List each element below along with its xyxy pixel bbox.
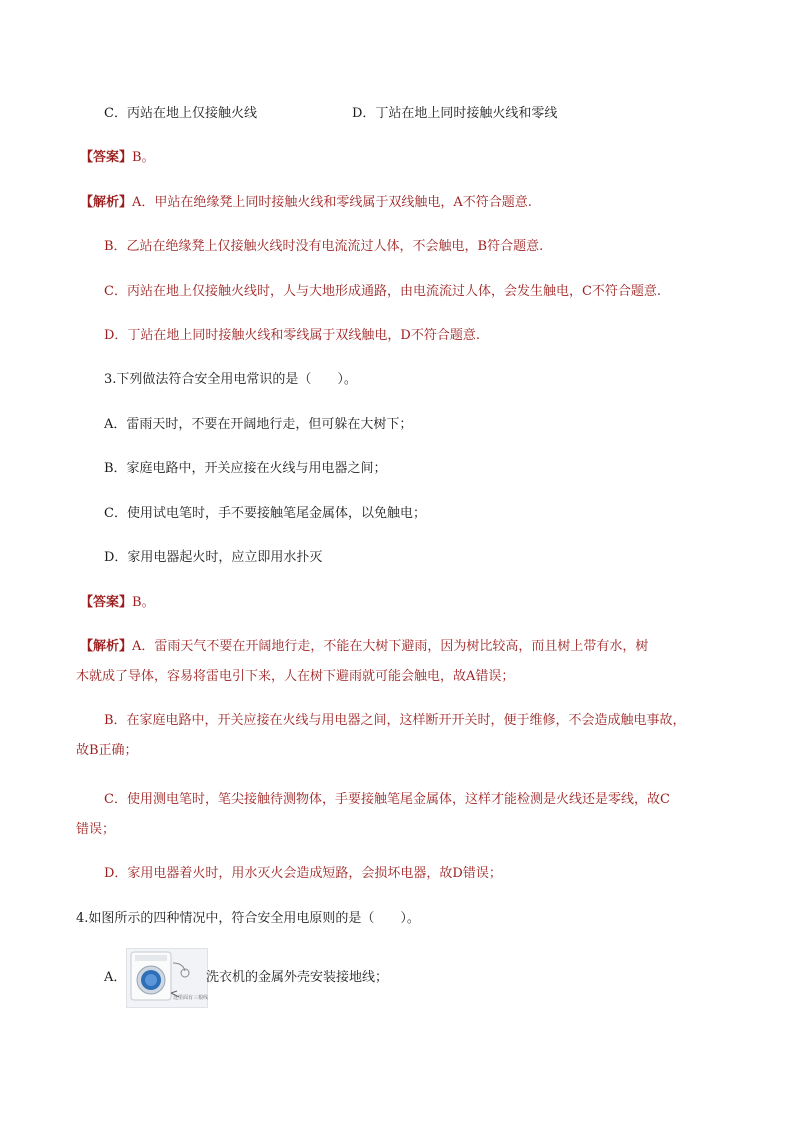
washing-machine-image bbox=[126, 948, 208, 1008]
answer-text: B。 bbox=[132, 150, 155, 165]
analysis-q3-b1: B．在家庭电路中，开关应接在火线与用电器之间，这样断开开关时，便于维修，不会造成触电事故， bbox=[104, 713, 686, 728]
q3-option-c: C．使用试电笔时，手不要接触笔尾金属体，以免触电； bbox=[104, 506, 426, 521]
answer-q2 bbox=[80, 148, 155, 168]
analysis-q3-c1: C．使用测电笔时，笔尖接触待测物体，手要接触笔尾金属体，这样才能检测是火线还是零线，故C bbox=[104, 792, 670, 807]
image-caption: 这里面有三根线 bbox=[173, 995, 209, 1001]
answer-tag: 【答案】 bbox=[80, 595, 133, 610]
analysis-tag: 【解析】 bbox=[80, 195, 133, 210]
option-c: C．丙站在地上仅接触火线 bbox=[104, 106, 257, 121]
q3-option-b: B．家庭电路中，开关应接在火线与用电器之间； bbox=[104, 461, 387, 476]
analysis-q2-d: D．丁站在地上同时接触火线和零线属于双线触电，D不符合题意. bbox=[104, 328, 480, 343]
analysis-q3-b2: 故B正确； bbox=[76, 743, 138, 758]
question-4: 4.如图所示的四种情况中，符合安全用电原则的是（ ）。 bbox=[76, 911, 420, 926]
answer-text: B。 bbox=[132, 595, 155, 610]
q4-option-a-text: 洗衣机的金属外壳安装接地线； bbox=[206, 970, 389, 985]
analysis-q3-a2: 木就成了导体，容易将雷电引下来，人在树下避雨就可能会触电，故A错误； bbox=[76, 669, 515, 684]
answer-q3 bbox=[80, 593, 155, 613]
q3-option-d: D．家用电器起火时，应立即用水扑灭 bbox=[104, 550, 323, 565]
analysis-q2-c: C．丙站在地上仅接触火线时，人与大地形成通路，由电流流过人体，会发生触电，C不符合题意. bbox=[104, 284, 662, 299]
analysis-tag: 【解析】 bbox=[80, 639, 133, 654]
analysis-q3-a1 bbox=[80, 637, 648, 657]
analysis-q2-b: B．乙站在绝缘凳上仅接触火线时没有电流流过人体，不会触电，B符合题意. bbox=[104, 239, 544, 254]
analysis-q3-d: D．家用电器着火时，用水灭火会造成短路，会损坏电器，故D错误； bbox=[104, 866, 502, 881]
question-3: 3.下列做法符合安全用电常识的是（ ）。 bbox=[104, 372, 357, 387]
analysis-q2-a bbox=[80, 193, 532, 213]
analysis-text: A．甲站在绝缘凳上同时接触火线和零线属于双线触电，A不符合题意. bbox=[132, 195, 532, 210]
answer-tag: 【答案】 bbox=[80, 150, 133, 165]
q4-option-a-label: A． bbox=[104, 970, 127, 985]
analysis-q3-c2: 错误； bbox=[76, 822, 116, 837]
q3-option-a: A．雷雨天时，不要在开阔地行走，但可躲在大树下； bbox=[104, 417, 413, 432]
option-d: D．丁站在地上同时接触火线和零线 bbox=[352, 106, 558, 121]
analysis-text: A．雷雨天气不要在开阔地行走，不能在大树下避雨，因为树比较高，而且树上带有水，树 bbox=[132, 639, 649, 654]
